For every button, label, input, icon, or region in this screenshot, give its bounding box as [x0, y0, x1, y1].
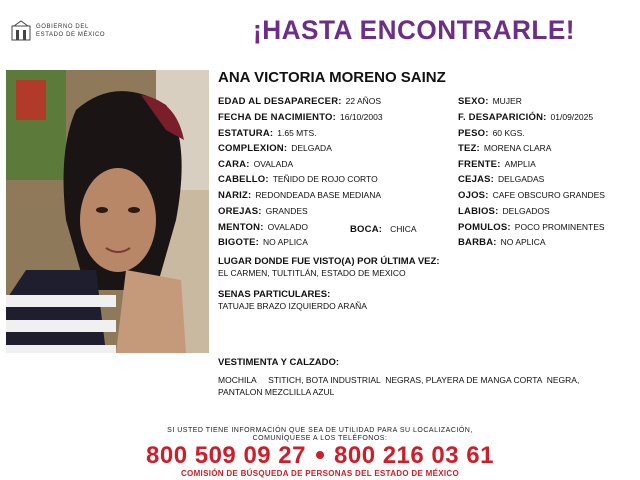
poster-title: ¡HASTA ENCONTRARLE! [253, 15, 576, 45]
field-nose [218, 190, 381, 201]
field-value: REDONDEADA BASE MEDIANA [255, 190, 382, 200]
field-value: MUJER [492, 96, 522, 106]
field-value: DELGADAS [498, 174, 545, 184]
field-value: OVALADO [267, 222, 309, 232]
clothing-line-1: MOCHILA STITICH, BOTA INDUSTRIAL NEGRAS, PLAYERA DE MANGA CORTA NEGRA, [218, 375, 580, 385]
marks-value: TATUAJE BRAZO IZQUIERDO ARAÑA [218, 301, 367, 311]
field-weight [458, 128, 525, 139]
phone-2: 800 216 03 61 [334, 442, 494, 469]
field-eyebrows [458, 174, 544, 185]
field-label: ESTATURA: [218, 128, 274, 139]
commission-name: COMISIÓN DE BÚSQUEDA DE PERSONAS DEL ESTADO DE MÉXICO [180, 469, 459, 478]
field-label: MENTON: [218, 222, 264, 233]
field-value: TEÑIDO DE ROJO CORTO [272, 174, 378, 184]
field-label: EDAD AL DESAPARECER: [218, 96, 342, 107]
field-skin-tone [458, 143, 551, 154]
field-value: CAFE OBSCURO GRANDES [492, 190, 605, 200]
field-label: LABIOS: [458, 206, 499, 217]
field-birthdate [218, 112, 383, 123]
field-hair [218, 174, 378, 185]
field-sex [458, 96, 522, 107]
phone-numbers [0, 442, 640, 470]
field-label: COMPLEXION: [218, 143, 288, 154]
field-forehead [458, 159, 536, 170]
info-line-1: SI USTED TIENE INFORMACIÓN QUE SEA DE UTILIDAD PARA SU LOCALIZACIÓN, [167, 427, 473, 434]
last-seen-label: LUGAR DONDE FUE VISTO(A) POR ÚLTIMA VEZ: [218, 256, 440, 267]
field-label: BARBA: [458, 237, 497, 248]
field-value: 1.65 MTS. [277, 128, 317, 138]
field-age [218, 96, 381, 107]
government-logo [10, 18, 120, 46]
field-complexion [218, 143, 332, 154]
field-chin [218, 222, 308, 233]
field-label: BIGOTE: [218, 237, 259, 248]
field-value: DELGADOS [502, 206, 550, 216]
field-label: CARA: [218, 159, 250, 170]
field-lips [458, 206, 550, 217]
field-mouth [350, 224, 417, 235]
field-label: FRENTE: [458, 159, 501, 170]
field-value: 22 AÑOS [345, 96, 382, 106]
field-disappearance-date [458, 112, 593, 123]
field-label: OJOS: [458, 190, 489, 201]
field-ears [218, 206, 308, 217]
field-cheekbones [458, 222, 605, 233]
field-label: NARIZ: [218, 190, 252, 201]
last-seen-value: EL CARMEN, TULTITLÁN, ESTADO DE MEXICO [218, 268, 406, 278]
field-value: GRANDES [265, 206, 308, 216]
field-height [218, 128, 317, 139]
field-value: CHICA [390, 224, 417, 234]
person-name: ANA VICTORIA MORENO SAINZ [218, 69, 446, 86]
gov-line-2: ESTADO DE MÉXICO [36, 32, 106, 38]
field-value: AMPLIA [504, 159, 536, 169]
field-label: CEJAS: [458, 174, 495, 185]
field-mustache [218, 237, 308, 248]
field-value: 01/09/2025 [550, 112, 594, 122]
field-beard [458, 237, 546, 248]
state-seal-icon [10, 20, 32, 42]
field-label: CABELLO: [218, 174, 269, 185]
field-value: NO APLICA [500, 237, 546, 247]
field-value: NO APLICA [262, 237, 308, 247]
field-value: DELGADA [291, 143, 332, 153]
clothing-line-2: PANTALON MEZCLILLA AZUL [218, 387, 335, 397]
field-value: 16/10/2003 [340, 112, 383, 122]
field-face [218, 159, 293, 170]
field-label: OREJAS: [218, 206, 262, 217]
info-line-2: COMUNÍQUESE A LOS TELÉFONOS: [252, 435, 388, 442]
field-value: OVALADA [253, 159, 294, 169]
field-eyes [458, 190, 605, 201]
field-value: MORENA CLARA [483, 143, 552, 153]
field-label: FECHA DE NACIMIENTO: [218, 112, 336, 123]
field-label: PESO: [458, 128, 489, 139]
field-label: POMULOS: [458, 222, 511, 233]
gov-line-1: GOBIERNO DEL [36, 24, 89, 30]
marks-label: SENAS PARTICULARES: [218, 289, 331, 300]
field-value: 60 KGS. [492, 128, 525, 138]
missing-person-photo [6, 70, 209, 353]
field-label: TEZ: [458, 143, 480, 154]
field-label: BOCA: [350, 224, 383, 235]
field-value: POCO PROMINENTES [514, 222, 605, 232]
field-label: F. DESAPARICIÓN: [458, 112, 547, 123]
separator-dot-icon [316, 451, 324, 459]
field-label: SEXO: [458, 96, 489, 107]
phone-1: 800 509 09 27 [146, 442, 306, 469]
clothing-label: VESTIMENTA Y CALZADO: [218, 357, 340, 368]
